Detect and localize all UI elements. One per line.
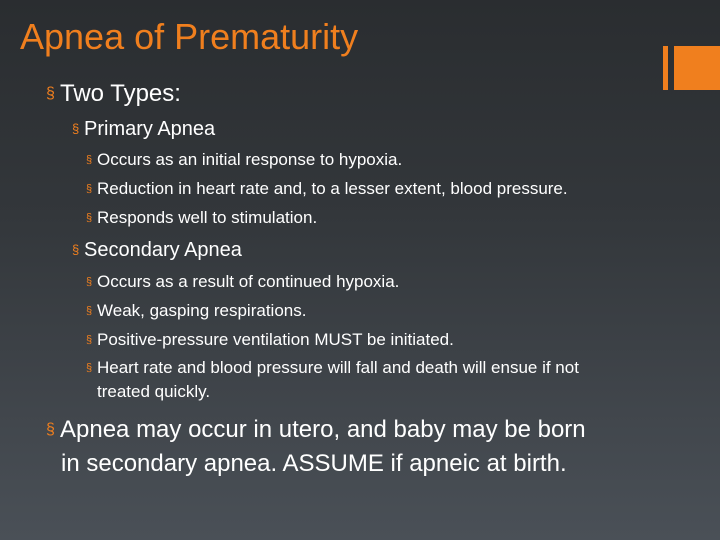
bullet-two-types: § Two Types: (46, 80, 181, 107)
bullet-mark-icon: § (72, 242, 80, 257)
accent-bar-thin (663, 46, 668, 90)
bullet-mark-icon: § (86, 305, 93, 317)
bullet-primary-3: § Responds well to stimulation. (86, 208, 318, 227)
bullet-mark-icon: § (72, 121, 80, 136)
bullet-mark-icon: § (86, 183, 93, 195)
bullet-mark-icon: § (86, 212, 93, 224)
accent-bars-decoration (663, 46, 720, 90)
bullet-secondary-4-continued: treated quickly. (97, 382, 211, 401)
bullet-mark-icon: § (86, 334, 93, 346)
bullet-apnea-in-utero: § Apnea may occur in utero, and baby may be born (46, 416, 586, 443)
bullet-secondary-1: § Occurs as a result of continued hypoxia. (86, 272, 400, 291)
bullet-mark-icon: § (86, 362, 93, 374)
bullet-mark-icon: § (86, 276, 93, 288)
bullet-mark-icon: § (46, 85, 55, 102)
bullet-secondary-4: § Heart rate and blood pressure will fall and death will ensue if not (86, 358, 579, 377)
bullet-secondary-apnea: § Secondary Apnea (72, 239, 242, 261)
slide-title: Apnea of Prematurity (20, 16, 359, 57)
accent-bar-thick (674, 46, 720, 90)
bullet-apnea-in-utero-continued: in secondary apnea. ASSUME if apneic at birth. (61, 450, 567, 477)
bullet-primary-2: § Reduction in heart rate and, to a lesser extent, blood pressure. (86, 179, 568, 198)
bullet-mark-icon: § (86, 154, 93, 166)
bullet-primary-1: § Occurs as an initial response to hypoxia. (86, 150, 403, 169)
bullet-secondary-2: § Weak, gasping respirations. (86, 301, 307, 320)
bullet-primary-apnea: § Primary Apnea (72, 118, 216, 140)
bullet-mark-icon: § (46, 421, 55, 438)
bullet-secondary-3: § Positive-pressure ventilation MUST be initiated. (86, 330, 454, 349)
